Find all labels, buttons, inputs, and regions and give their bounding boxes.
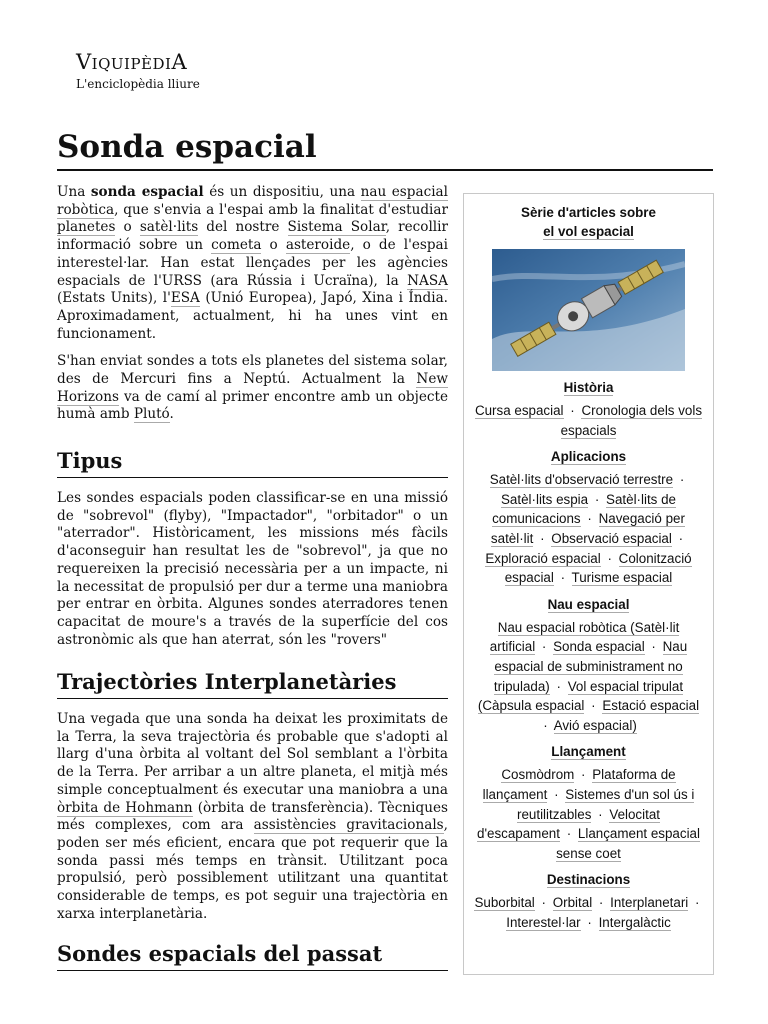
infobox-group-list: [464, 618, 713, 736]
separator-dot: ·: [570, 403, 575, 418]
infobox-link[interactable]: Avió espacial): [553, 717, 637, 733]
separator-dot: ·: [587, 511, 592, 527]
section-tipus: [57, 447, 448, 649]
text-run: , que s'envia a l'espai amb la finalitat d'estudiar: [114, 201, 448, 218]
article-link[interactable]: planetes: [57, 219, 116, 236]
separator-dot: ·: [598, 806, 603, 822]
separator-dot: ·: [581, 767, 586, 783]
infobox-link[interactable]: Cursa espacial: [474, 403, 564, 418]
logo-wordmark: VIQUIPÈDIA: [76, 50, 188, 74]
text-run: , o de l'espai interestel·lar. Han estat llençades per les agències espacials de l'URSS (ara Rússia i Ucraïna), la: [57, 237, 449, 289]
separator-dot: ·: [679, 472, 685, 488]
separator-dot: ·: [678, 530, 684, 546]
article-link[interactable]: Sistema Solar: [287, 219, 386, 236]
infobox-link[interactable]: Observació espacial: [551, 530, 672, 546]
text-run: Una vegada que una sonda ha deixat les proximitats de la Terra, la seva trajectòria és probable que s'adopti al llarg d'una òrbita al voltant del Sol semblant a l'òrbita de la Terra. Per arribar a un altre planeta, el mitjà més simple conceptualment és executar una maniobra a una: [57, 711, 448, 798]
logo-tagline: L'enciclopèdia lliure: [76, 77, 200, 91]
infobox-link[interactable]: Cosmòdrom: [501, 767, 575, 783]
section-paragraph: Les sondes espacials poden classificar-se en una missió de "sobrevol" (flyby), "Impactador", "orbitador" o un "aterrador". Històricament, les missions més fàcils d'aconseguir han resultat les de "sobrevol", ja que no requereixen la precisió necessària per a un impacte, ni la necessitat de propulsió per dur a terme una maniobra per entrar en òrbita. Algunes sondes aterradores tenen capacitat de moure's a través de la superfície del cos astronòmic als que han aterrat, són les "rovers": [57, 490, 448, 648]
separator-dot: ·: [695, 895, 700, 911]
infobox-link[interactable]: Satèl·lits de comunicacions: [492, 491, 676, 527]
section-paragraph: [57, 711, 448, 923]
infobox-link[interactable]: Plataforma de llançament: [482, 767, 676, 802]
separator-dot: ·: [541, 895, 546, 911]
text-run: .: [169, 406, 174, 423]
text-run: del nostre: [198, 219, 288, 236]
infobox-link[interactable]: Turisme espacial: [571, 570, 673, 586]
separator-dot: ·: [591, 698, 596, 714]
infobox-link[interactable]: Suborbital: [474, 895, 535, 911]
section-heading: Sondes espacials del passat: [57, 940, 448, 971]
separator-dot: ·: [540, 530, 545, 546]
infobox-title: [464, 203, 713, 241]
text-run: (Estats Units), l': [57, 290, 171, 307]
article-intro: [57, 184, 448, 424]
section-past-probes: [57, 940, 448, 971]
infobox-link[interactable]: Orbital: [552, 895, 593, 911]
bold-term: sonda espacial: [90, 184, 204, 200]
infobox-link[interactable]: Interplanetari: [610, 895, 689, 911]
article-link[interactable]: nau espacial robòtica: [57, 184, 449, 218]
article-link[interactable]: NASA: [407, 272, 448, 289]
separator-dot: ·: [587, 914, 592, 930]
text-run: (Unió Europea), Japó, Xina i Índia. Aproximadament, actualment, hi ha unes vint en funcionament.: [57, 290, 449, 342]
separator-dot: ·: [651, 639, 656, 655]
article-link[interactable]: assistències gravitacionals: [253, 817, 444, 834]
infobox-group-list: [464, 893, 713, 932]
infobox-group-list: [464, 401, 713, 440]
text-run: o: [261, 237, 286, 254]
wikipedia-logo[interactable]: [76, 50, 200, 91]
separator-dot: ·: [566, 826, 572, 842]
text-run: , recollir informació sobre un: [57, 219, 448, 254]
infobox-link[interactable]: Satèl·lits espia: [501, 491, 589, 507]
infobox-link[interactable]: Estació espacial: [602, 698, 700, 714]
infobox-group-heading[interactable]: Nau espacial: [547, 596, 630, 612]
intro-paragraph-2: [57, 353, 448, 424]
separator-dot: ·: [598, 895, 604, 911]
page-title: Sonda espacial: [57, 127, 713, 171]
article-link[interactable]: ESA: [170, 290, 200, 307]
infobox-link[interactable]: Exploració espacial: [485, 550, 601, 566]
section-trajectories: [57, 668, 448, 923]
separator-dot: ·: [607, 550, 612, 566]
infobox-title-link[interactable]: el vol espacial: [543, 224, 634, 239]
separator-dot: ·: [560, 570, 566, 586]
separator-dot: ·: [541, 639, 547, 655]
infobox-link[interactable]: Cronologia dels vols espacials: [560, 403, 703, 438]
text-run: és un dispositiu, una: [203, 184, 361, 200]
infobox-group-heading[interactable]: Destinacions: [546, 872, 631, 888]
infobox-link[interactable]: Navegació per satèl·lit: [490, 511, 685, 546]
infobox-title-line1: Sèrie d'articles sobre: [521, 205, 656, 220]
article-link[interactable]: satèl·lits: [139, 219, 199, 236]
text-run: Una: [57, 184, 91, 200]
infobox-link[interactable]: Velocitat d'escapament: [477, 806, 660, 842]
infobox-link[interactable]: Intergalàctic: [598, 914, 671, 930]
article-link[interactable]: òrbita de Hohmann: [57, 799, 193, 816]
infobox-link[interactable]: Nau espacial de subministrament no tripulada): [493, 639, 688, 694]
infobox-link[interactable]: Satèl·lits d'observació terrestre: [489, 472, 674, 488]
article-link[interactable]: New Horizons: [57, 371, 448, 405]
infobox-groups: [464, 378, 713, 932]
intro-paragraph-1: [57, 184, 448, 343]
infobox-link[interactable]: Llançament espacial sense coet: [556, 826, 700, 861]
separator-dot: ·: [594, 491, 600, 507]
infobox-link[interactable]: Colonització espacial: [504, 550, 692, 586]
infobox-spaceflight-series: [463, 193, 714, 975]
infobox-link[interactable]: Vol espacial tripulat (Càpsula espacial: [477, 678, 684, 714]
text-run: o: [115, 219, 140, 236]
separator-dot: ·: [554, 786, 559, 802]
separator-dot: ·: [556, 678, 561, 694]
separator-dot: ·: [543, 717, 548, 733]
infobox-link[interactable]: Sistemes d'un sol ús i reutilitzables: [517, 786, 695, 822]
infobox-link[interactable]: Interestel·lar: [506, 914, 581, 930]
infobox-link[interactable]: Nau espacial robòtica (Satèl·lit artificial: [489, 619, 680, 655]
article-link[interactable]: asteroide: [285, 237, 351, 254]
article-link[interactable]: cometa: [211, 237, 262, 254]
infobox-group-heading[interactable]: Aplicacions: [550, 449, 627, 465]
infobox-link[interactable]: Sonda espacial: [553, 639, 645, 655]
soyuz-spacecraft-image[interactable]: [492, 249, 685, 371]
infobox-group-list: [464, 765, 713, 863]
infobox-group-list: [464, 470, 713, 588]
article-link[interactable]: Plutó: [133, 406, 170, 423]
text-run: , poden ser més eficient, encara que pot requerir que la sonda passi més temps en trànsit. Utilitzant poca propulsió, però possiblement utilitzant una quantitat considerable de temps, es pot seguir una trajectòria en xarxa interplanetària.: [57, 817, 448, 922]
infobox-group-heading[interactable]: Llançament: [551, 744, 626, 760]
infobox-group-heading[interactable]: Història: [563, 380, 614, 395]
text-run: (òrbita de transferència). Tècniques més complexes, com ara: [57, 799, 448, 834]
text-run: va de camí al primer encontre amb un objecte humà amb: [57, 388, 448, 423]
section-heading: Tipus: [57, 447, 448, 478]
section-heading: Trajectòries Interplanetàries: [57, 668, 448, 699]
text-run: S'han enviat sondes a tots els planetes del sistema solar, des de Mercuri fins a Neptú. Actualment la: [57, 353, 448, 388]
